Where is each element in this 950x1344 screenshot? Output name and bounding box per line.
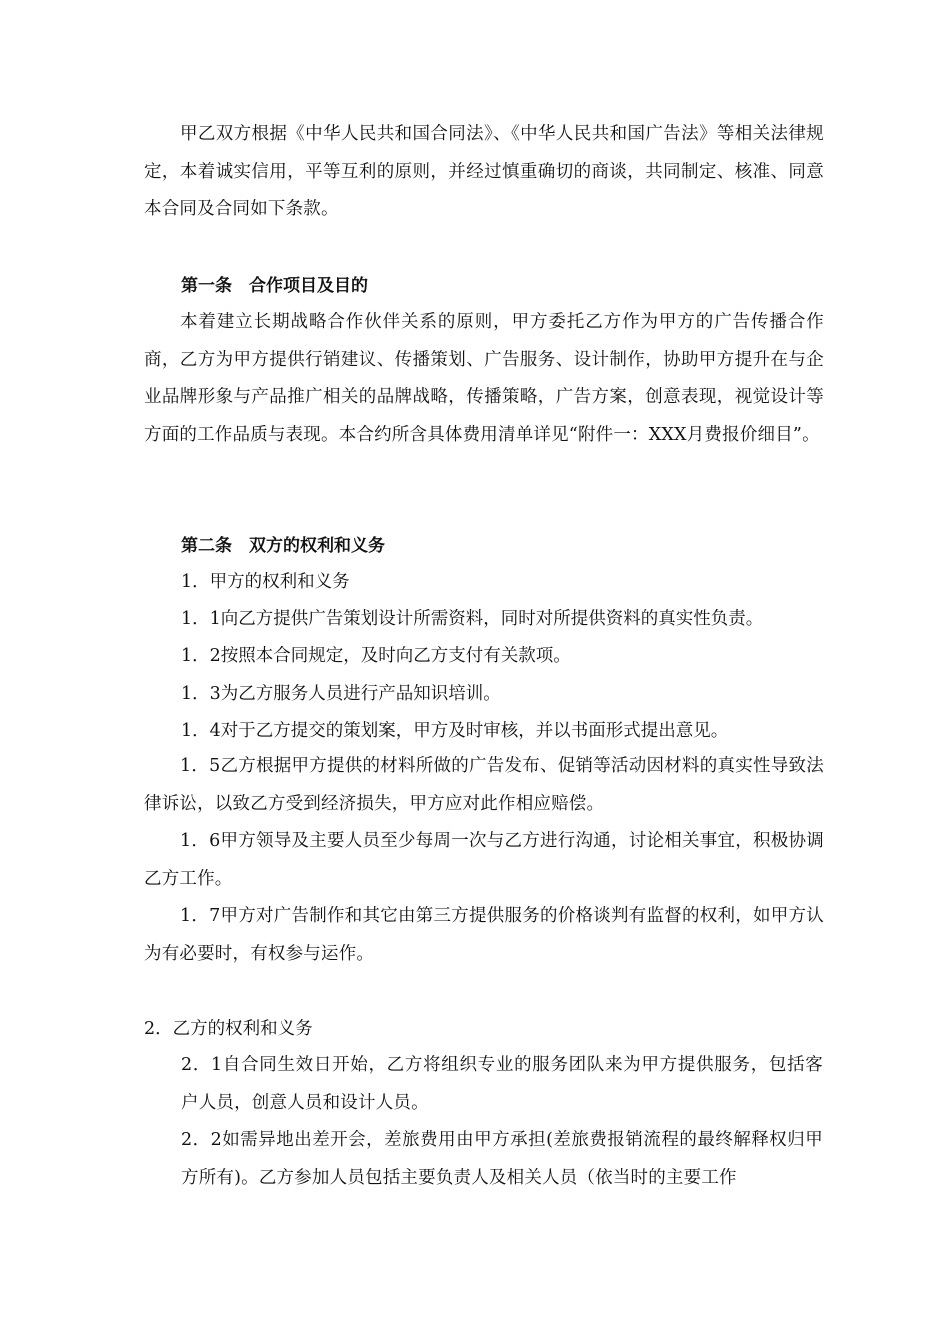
party-a-item-1: 1．1向乙方提供广告策划设计所需资料，同时对所提供资料的真实性负责。 [181,609,764,629]
party-a-item-2: 1．2按照本合同规定，及时向乙方支付有关款项。 [181,646,571,666]
article-2-title: 第二条 双方的权利和义务 [181,536,385,556]
party-a-item-7: 1．7甲方对广告制作和其它由第三方提供服务的价格谈判有监督的权利，如甲方认为有必要时，有权参与运作。 [144,906,824,964]
intro-paragraph: 甲乙双方根据《中华人民共和国合同法》、《中华人民共和国广告法》等相关法律规定，本着诚实信用，平等互利的原则，并经过慎重确切的商谈，共同制定、核准、同意本合同及合同如下条款。 [144,124,824,219]
party-a-item-6: 1．6甲方领导及主要人员至少每周一次与乙方进行沟通，讨论相关事宜，积极协调乙方工作。 [144,831,824,889]
party-b-item-1: 2．1自合同生效日开始，乙方将组织专业的服务团队来为甲方提供服务，包括客户人员，创意人员和设计人员。 [181,1055,823,1113]
party-a-item-3: 1．3为乙方服务人员进行产品知识培训。 [181,684,501,704]
party-b-heading: 2．乙方的权利和义务 [144,1019,313,1039]
party-a-heading: 1．甲方的权利和义务 [181,572,350,592]
party-a-item-5: 1．5乙方根据甲方提供的材料所做的广告发布、促销等活动因材料的真实性导致法律诉讼，以致乙方受到经济损失，甲方应对此作相应赔偿。 [144,756,824,814]
party-a-item-4: 1．4对于乙方提交的策划案，甲方及时审核，并以书面形式提出意见。 [181,721,729,741]
article-1-title: 第一条 合作项目及目的 [181,276,368,296]
party-b-item-2: 2．2如需异地出差开会，差旅费用由甲方承担(差旅费报销流程的最终解释权归甲方所有)。乙方参加人员包括主要负责人及相关人员（依当时的主要工作 [181,1130,823,1188]
article-1-body: 本着建立长期战略合作伙伴关系的原则，甲方委托乙方作为甲方的广告传播合作商，乙方为甲方提供行销建议、传播策划、广告服务、设计制作，协助甲方提升在与企业品牌形象与产品推广相关的品牌战略，传播策略，广告方案，创意表现，视觉设计等方面的工作品质与表现。本合约所含具体费用清单详见“附件一：XXX月费报价细目”。 [144,312,824,445]
